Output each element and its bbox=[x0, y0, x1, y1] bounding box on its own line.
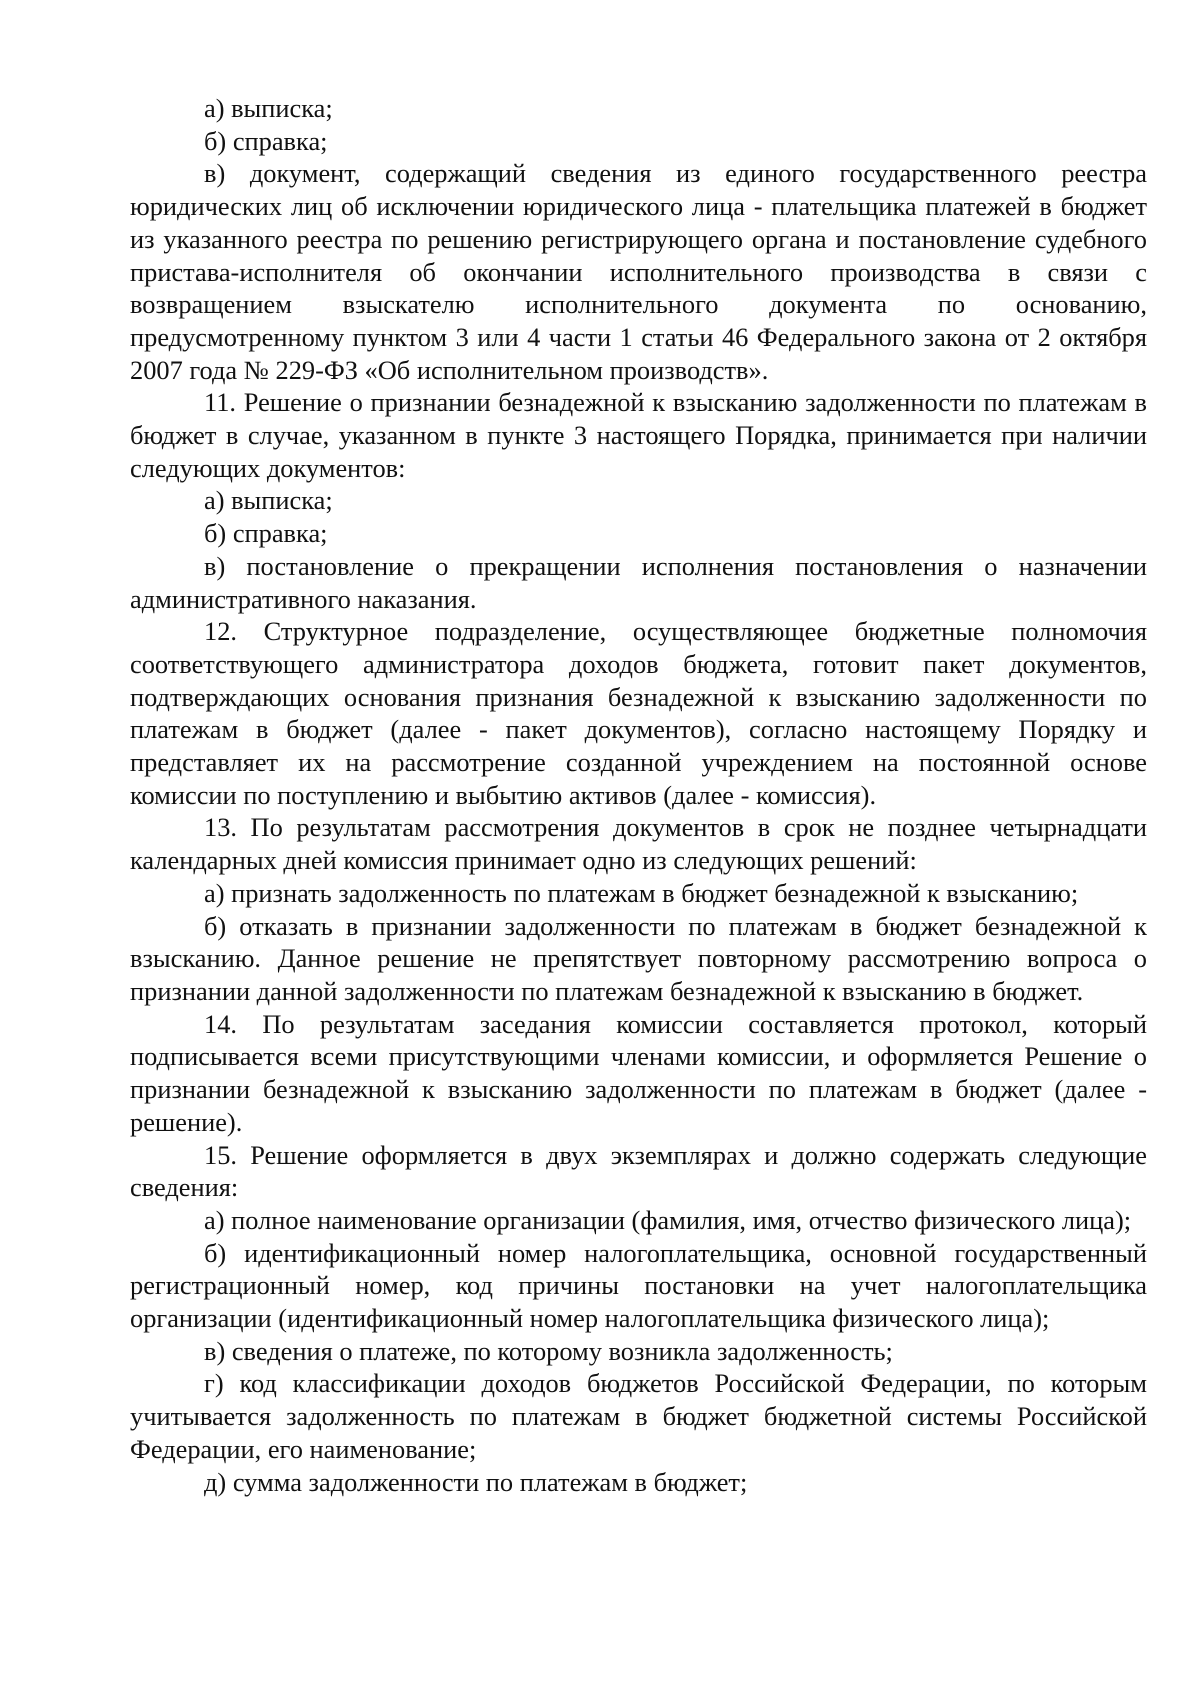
clause-13: 13. По результатам рассмотрения документов в срок не позднее четырнадцати календарных дней комиссия принимает одно из следующих решений: bbox=[130, 812, 1147, 876]
clause-12: 12. Структурное подразделение, осуществляющее бюджетные полномочия соответствующего администратора доходов бюджета, готовит пакет документов, подтверждающих основания признания безнадежной к взысканию задолженности по платежам в бюджет (далее - пакет документов), согласно настоящему Порядку и представляет их на рассмотрение созданной учреждением на постоянной основе комиссии по поступлению и выбытию активов (далее - комиссия). bbox=[130, 616, 1147, 810]
list-item-v: в) документ, содержащий сведения из единого государственного реестра юридических лиц об исключении юридического лица - плательщика платежей в бюджет из указанного реестра по решению регистрирующего органа и постановление судебного пристава-исполнителя об окончании исполнительного производства в связи с возвращением взыскателю исполнительного документа по основанию, предусмотренному пунктом 3 или 4 части 1 статьи 46 Федерального закона от 2 октября 2007 года № 229-ФЗ «Об исполнительном производств». bbox=[130, 158, 1147, 385]
list-item-b: б) справка; bbox=[204, 518, 328, 549]
list-item-a: а) выписка; bbox=[204, 93, 333, 123]
list-item-b: б) справка; bbox=[204, 125, 328, 156]
list-item-b: б) отказать в признании задолженности по платежам в бюджет безнадежной к взысканию. Данное решение не препятствует повторному рассмотрению вопроса о признании данной задолженности по платежам безнадежной к взысканию в бюджет. bbox=[130, 910, 1147, 1006]
clause-11: 11. Решение о признании безнадежной к взысканию задолженности по платежам в бюджет в случае, указанном в пункте 3 настоящего Порядка, принимается при наличии следующих документов: bbox=[130, 387, 1147, 483]
list-item-a: а) выписка; bbox=[204, 485, 333, 516]
list-item-d: д) сумма задолженности по платежам в бюджет; bbox=[204, 1466, 748, 1497]
list-item-g: г) код классификации доходов бюджетов Российской Федерации, по которым учитывается задолженность по платежам в бюджет бюджетной системы Российской Федерации, его наименование; bbox=[130, 1368, 1147, 1464]
clause-15: 15. Решение оформляется в двух экземплярах и должно содержать следующие сведения: bbox=[130, 1139, 1147, 1203]
list-item-a: а) признать задолженность по платежам в бюджет безнадежной к взысканию; bbox=[204, 877, 1079, 908]
clause-14: 14. По результатам заседания комиссии составляется протокол, который подписывается всеми присутствующими членами комиссии, и оформляется Решение о признании безнадежной к взысканию задолженности по платежам в бюджет (далее - решение). bbox=[130, 1008, 1147, 1137]
list-item-v: в) постановление о прекращении исполнения постановления о назначении административного наказания. bbox=[130, 550, 1147, 614]
list-item-a: а) полное наименование организации (фамилия, имя, отчество физического лица); bbox=[204, 1204, 1132, 1235]
list-item-v: в) сведения о платеже, по которому возникла задолженность; bbox=[204, 1335, 893, 1366]
document-page bbox=[130, 92, 1147, 1498]
list-item-b: б) идентификационный номер налогоплательщика, основной государственный регистрационный номер, код причины постановки на учет налогоплательщика организации (идентификационный номер налогоплательщика физического лица); bbox=[130, 1237, 1147, 1334]
